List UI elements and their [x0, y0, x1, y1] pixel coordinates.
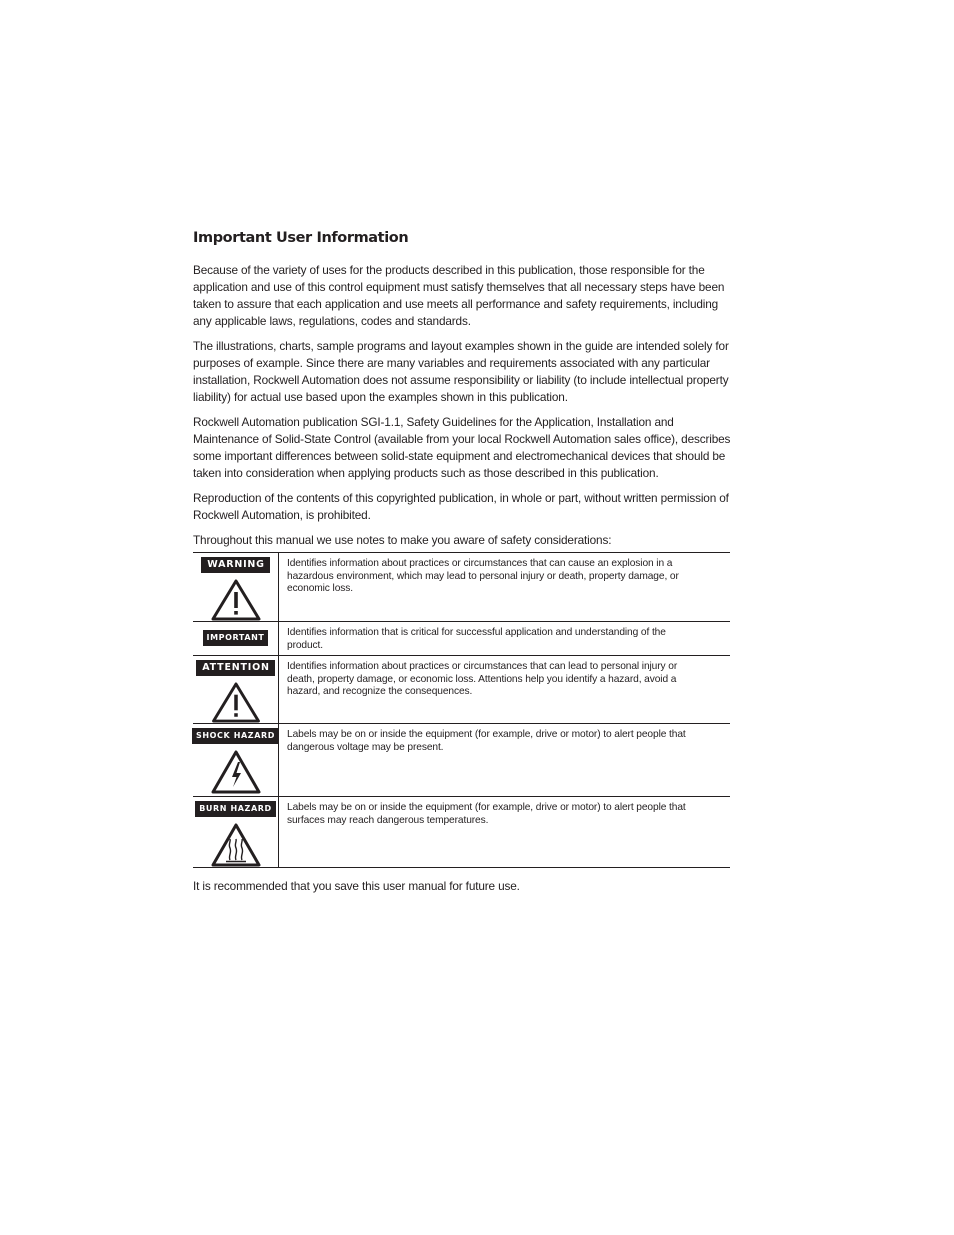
page-title: Important User Information — [193, 230, 409, 246]
note-text: Labels may be on or inside the equipment (for example, drive or motor) to alert people that surfaces may reach dangerous temperatures. — [287, 802, 686, 826]
important-badge: IMPORTANT — [203, 630, 269, 646]
paragraph: Rockwell Automation publication SGI-1.1, Safety Guidelines for the Application, Installation and Maintenance of Solid-State Control (available from your local Rockwell Automation sales office), describes some important differences between solid-state equipment and electromechanical devices that should be taken into consideration when applying products such as those described in this publication. — [193, 415, 731, 480]
warning-triangle-icon — [211, 579, 261, 621]
attention-badge: ATTENTION — [196, 660, 274, 676]
paragraph: Reproduction of the contents of this copyrighted publication, in whole or part, without written permission of Rockwell Automation, is prohibited. — [193, 491, 729, 522]
burn-hazard-badge: BURN HAZARD — [195, 801, 276, 817]
paragraph: The illustrations, charts, sample programs and layout examples shown in the guide are intended solely for purposes of example. Since there are many variables and requirements associated with any particular installation, Rockwell Automation does not assume responsibility or liability (to include intellectual property liability) for actual use based upon the examples shown in this publication. — [193, 339, 729, 404]
note-symbol — [193, 797, 279, 867]
paragraph: Because of the variety of uses for the products described in this publication, those responsible for the application and use of this control equipment must satisfy themselves that all necessary steps have been taken to assure that each application and use meets all performance and safety requirements, including any applicable laws, regulations, codes and standards. — [193, 263, 725, 328]
closing-note: It is recommended that you save this user manual for future use. — [193, 879, 520, 893]
note-symbol — [193, 656, 279, 723]
burn-hazard-icon — [211, 823, 261, 867]
note-symbol — [193, 724, 279, 796]
note-text: Labels may be on or inside the equipment (for example, drive or motor) to alert people that dangerous voltage may be present. — [287, 729, 686, 753]
safety-notes-table — [193, 552, 730, 868]
note-row-warning — [193, 553, 730, 622]
note-row-attention — [193, 656, 730, 724]
body-text — [193, 262, 738, 555]
note-row-shock-hazard — [193, 724, 730, 797]
note-text: Identifies information about practices or circumstances that can cause an explosion in a hazardous environment, which may lead to personal injury or death, property damage, or economic loss. — [287, 558, 679, 594]
warning-badge: WARNING — [201, 557, 270, 573]
attention-triangle-icon — [211, 682, 261, 723]
shock-hazard-badge: SHOCK HAZARD — [192, 728, 279, 744]
note-text: Identifies information that is critical for successful application and understanding of the product. — [287, 627, 666, 651]
notes-intro: Throughout this manual we use notes to make you aware of safety considerations: — [193, 533, 612, 547]
note-text: Identifies information about practices or circumstances that can lead to personal injury or death, property damage, or economic loss. Attentions help you identify a hazard, avoid a hazard, and recognize the consequences. — [287, 661, 678, 697]
note-symbol — [193, 553, 279, 621]
note-row-burn-hazard — [193, 797, 730, 867]
note-row-important — [193, 622, 730, 656]
shock-hazard-icon — [211, 750, 261, 794]
note-symbol — [193, 622, 279, 655]
